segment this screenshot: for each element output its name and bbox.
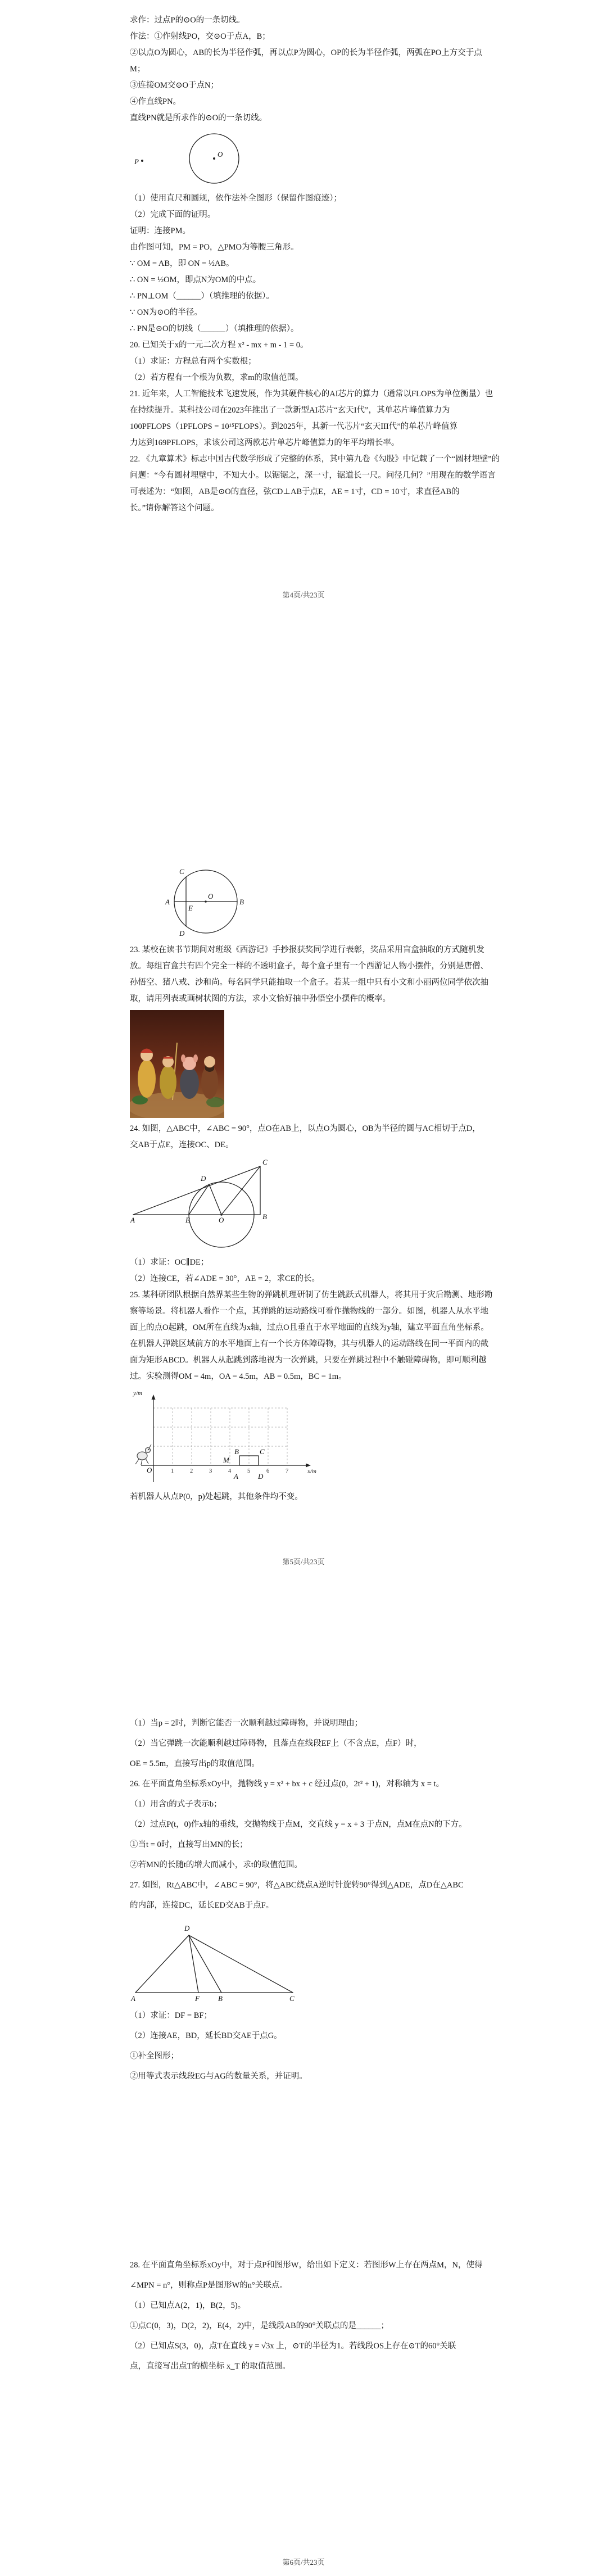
label-C: C [289,1994,295,2003]
label-O: O [208,892,214,900]
figure-tangent-circle-triangle [130,1156,490,1252]
text-line: 若机器人从点P(0，p)处起跳，其他条件均不变。 [130,1492,303,1501]
text-line: 面上的点O起跳，OM所在直线为x轴，过点O且垂直于水平地面的直线为y轴，建立平面直角坐标系。 [130,1323,489,1332]
text-line: 过。实验测得OM = 4m，OA = 4.5m，AB = 0.5m，BC = 1m。 [130,1372,347,1381]
label-F: F [195,1994,200,2003]
text-line: （2）已知点S(3，0)，点T在直线 y = √3x 上，⊙T的半径为1。若线段OS上存在⊙T的60°关联 [130,2342,456,2351]
text-line: 21. 近年来，人工智能技术飞速发展，作为其硬件核心的AI芯片的算力（通常以FLOPS为单位衡量）也 [130,390,493,399]
text-line: （1）求证：OC∥DE； [130,1258,209,1267]
text-line: 23. 某校在读书节期间对班级《西游记》手抄报获奖同学进行表彰，奖品采用盲盒抽取的方式随机发 [130,945,484,954]
label-D: D [179,929,185,938]
tick-3: 3 [209,1468,212,1474]
figurine-bajie-ear-left [181,1054,185,1062]
text-line: ②用等式表示线段EG与AG的数量关系，并证明。 [130,2072,307,2081]
text-line: ②若MN的长随t的增大而减小，求t的取值范围。 [130,1860,302,1869]
origin-label: O [147,1466,152,1474]
text-line: ②以点O为圆心，AB的长为半径作弧，再以点P为圆心，OP的长为半径作弧，两弧在PO上方交于点 [130,48,482,57]
text-line: 察等场景。将机器人看作一个点，其弹跳的运动路线可看作抛物线的一部分。如图，机器人从水平地 [130,1307,488,1316]
point-O-dot [213,157,215,160]
text-line: （2）若方程有一个根为负数，求m的取值范围。 [130,373,304,382]
text-line: （2）完成下面的证明。 [130,210,216,219]
label-B: B [218,1994,223,2003]
label-B: B [262,1212,267,1221]
text-line: ∴ PN⊥OM（______）（填推理的依据）。 [130,292,274,301]
label-B: B [234,1447,239,1456]
x-axis-label: x/m [307,1468,316,1475]
page-6-footer: 第6页/共23页 [282,2558,325,2566]
text-line: 20. 已知关于x的一元二次方程 x² - mx + m - 1 = 0。 [130,341,309,350]
text-line: 长。”请你解答这个问题。 [130,504,219,513]
page-4-content [130,12,500,517]
segment-AD [135,1935,189,1993]
text-line: 作法：①作射线PO，交⊙O于点A，B； [130,32,270,41]
page-4-footer: 第4页/共23页 [282,591,325,599]
text-line: 在持续提升。某科技公司在2023年推出了一款新型AI芯片“玄天I代”，其单芯片峰值算力为 [130,406,450,415]
text-line: （1）当p = 2时，判断它能否一次顺利越过障碍物，并说明理由； [130,1719,363,1728]
figurine-wukong-body [160,1065,176,1099]
text-line: 孙悟空、猪八戒、沙和尚。每名同学只能抽取一个盒子。若某一组中只有小文和小丽两位同学依次抽 [130,978,488,987]
tick-1: 1 [171,1468,174,1474]
y-axis-arrow [152,1395,156,1400]
text-line: 在机器人弹跳区域前方的水平地面上有一个长方体障碍物，其与机器人的运动路线在同一平面内的截 [130,1339,488,1348]
tick-7: 7 [286,1468,289,1474]
label-C: C [262,1158,268,1166]
label-A: A [165,898,170,906]
text-line: ①当t = 0时，直接写出MN的长； [130,1840,248,1849]
label-P: P [134,157,139,166]
tick-2: 2 [190,1468,193,1474]
journey-west-photo [130,1010,490,1118]
text-line: 取，请用列表或画树状图的方法，求小文恰好抽中孙悟空小摆件的概率。 [130,994,391,1003]
figurine-wukong-band [164,1057,173,1059]
label-A: A [131,1994,135,2003]
page-5-footer: 第5页/共23页 [282,1558,325,1566]
text-line: 26. 在平面直角坐标系xOy中，抛物线 y = x² + bx + c 经过点(0，2t² + 1)，对称轴为 x = t。 [130,1780,445,1789]
text-line: 求作：过点P的⊙O的一条切线。 [130,16,245,25]
tangent-circle-triangle-svg [130,1156,298,1252]
text-line: ∴ ON = ½OM，即点N为OM的中点。 [130,275,261,284]
text-line: 力达到169PFLOPS，求该公司这两款芯片单芯片峰值算力的年平均增长率。 [130,438,400,447]
figure-robot-grid [130,1388,490,1486]
tick-6: 6 [266,1468,270,1474]
label-C: C [179,867,184,876]
figure-rotation-triangle [130,1918,490,2003]
label-C: C [260,1447,265,1456]
figurine-bajie-body [180,1067,199,1099]
label-D: D [258,1472,264,1481]
tick-4: 4 [228,1468,232,1474]
obstacle-rect [239,1456,259,1465]
segment-DC [189,1935,293,1993]
label-D: D [184,1924,190,1932]
text-line: （1）用含t的式子表示b； [130,1800,222,1809]
text-line: （2）过点P(t，0)作x轴的垂线，交抛物线于点M，交直线 y = x + 3 于点N，点M在点N的下方。 [130,1820,467,1829]
text-line: 证明：连接PM。 [130,227,191,236]
text-line: ③连接OM交⊙O于点N； [130,81,219,90]
text-line: ④作直线PN。 [130,97,182,106]
journey-west-photo-svg [130,1010,224,1118]
figure-tangent-construction [130,129,490,188]
text-line: OE = 5.5m，直接写出p的取值范围。 [130,1759,260,1768]
figure-timber-circle [130,864,490,939]
segment-ED [189,1184,209,1215]
grid-lines [153,1408,287,1465]
point-O-dot [205,900,207,903]
text-line: 100PFLOPS（1PFLOPS = 10¹⁵FLOPS）。到2025年，其新一代芯片“玄天III代”的单芯片峰值算 [130,422,458,431]
text-line: 面为矩形ABCD。机器人从起跳到落地视为一次弹跳，只要在弹跳过程中不触碰障碍物，即可顺利越 [130,1356,487,1365]
robot [135,1445,151,1465]
text-line: ∵ ON为⊙O的半径。 [130,308,202,317]
text-line: （1）已知点A(2，1)，B(2，5)。 [130,2301,246,2310]
spacer [130,2086,490,2255]
label-M: M [223,1456,229,1464]
text-line: ①点C(0，3)，D(2，2)，E(4，2)中，是线段AB的90°关联点的是______； [130,2321,389,2330]
text-line: （1）求证：DF = BF； [130,2011,212,2020]
text-line: 28. 在平面直角坐标系xOy中，对于点P和图形W，给出如下定义：若图形W上存在两点M，N，使得 [130,2261,483,2270]
tangent-construction-svg [130,129,259,188]
text-line: 点，直接写出点T的横坐标 x_T 的取值范围。 [130,2362,291,2371]
text-line: （2）连接CE，若∠ADE = 30°，AE = 2，求CE的长。 [130,1274,320,1283]
text-line: 的内部，连接DC，延长ED交AB于点F。 [130,1901,274,1910]
text-line: 直线PN就是所求作的⊙O的一条切线。 [130,114,268,123]
text-line: 放。每组盲盒共有四个完全一样的不透明盒子，每个盒子里有一个西游记人物小摆件，分别是唐僧、 [130,962,488,971]
text-line: （1）使用直尺和圆规，依作法补全图形（保留作图痕迹）； [130,194,342,203]
text-line: （2）连接AE，BD，延长BD交AE于点G。 [130,2031,282,2040]
figurine-tangseng-body [138,1060,156,1098]
label-A: A [234,1472,238,1481]
y-axis-label: y/m [133,1390,142,1397]
text-line: 25. 某科研团队根据自然界某些生物的弹跳机理研制了仿生跳跃式机器人，将其用于灾后勘测、地形勘 [130,1291,493,1300]
rotation-triangle-svg [130,1918,298,2003]
x-axis-arrow [306,1464,311,1468]
timber-circle-svg [130,864,282,939]
label-A: A [130,1216,135,1224]
text-line: （2）当它弹跳一次能顺利越过障碍物，且落点在线段EF上（不含点E，点F）时， [130,1739,422,1748]
label-E: E [185,1216,190,1224]
label-O: O [219,1216,224,1224]
page-5-content [130,861,493,1505]
text-line: ∠MPN = n°，则称点P是图形W的n°关联点。 [130,2281,288,2290]
label-B: B [239,898,244,906]
point-P-dot [141,160,143,162]
label-D: D [201,1174,206,1183]
text-line: ∴ PN是⊙O的切线（______）（填推理的依据）。 [130,324,299,333]
page-6-content [130,1713,490,2376]
tick-5: 5 [247,1468,251,1474]
text-line: 交AB于点E，连接OC、DE。 [130,1140,234,1149]
text-line: M； [130,65,146,74]
label-O: O [218,150,223,159]
segment-OD [209,1184,221,1215]
text-line: 问题：“今有圆材埋壁中，不知大小。以锯锯之，深一寸，锯道长一尺。问径几何？”用现在的数学语言 [130,471,496,480]
text-line: （1）求证：方程总有两个实数根； [130,357,256,366]
figurine-shaseng-head [204,1056,215,1067]
text-line: 可表述为：“如图，AB是⊙O的直径，弦CD⊥AB于点E，AE = 1寸，CD = 10寸，求直径AB的 [130,487,460,496]
robot-grid-svg [130,1388,321,1486]
text-line: 22. 《九章算术》标志中国古代数学形成了完整的体系，其中第九卷《勾股》中记载了一个“圆材埋壁”的 [130,455,500,464]
text-line: 由作图可知，PM = PO，△PMO为等腰三角形。 [130,243,299,252]
text-line: ∵ OM = AB，即 ON = ½AB。 [130,259,234,268]
label-E: E [188,904,193,912]
text-line: 24. 如图，△ABC中，∠ABC = 90°，点O在AB上，以点O为圆心，OB为半径的圆与AC相切于点D， [130,1124,481,1133]
text-line: ①补全图形； [130,2052,179,2061]
text-line: 27. 如图，Rt△ABC中，∠ABC = 90°，将△ABC绕点A逆时针旋转90°得到△ADE，点D在△ABC [130,1881,464,1890]
figurine-bajie-ear-right [193,1054,198,1062]
